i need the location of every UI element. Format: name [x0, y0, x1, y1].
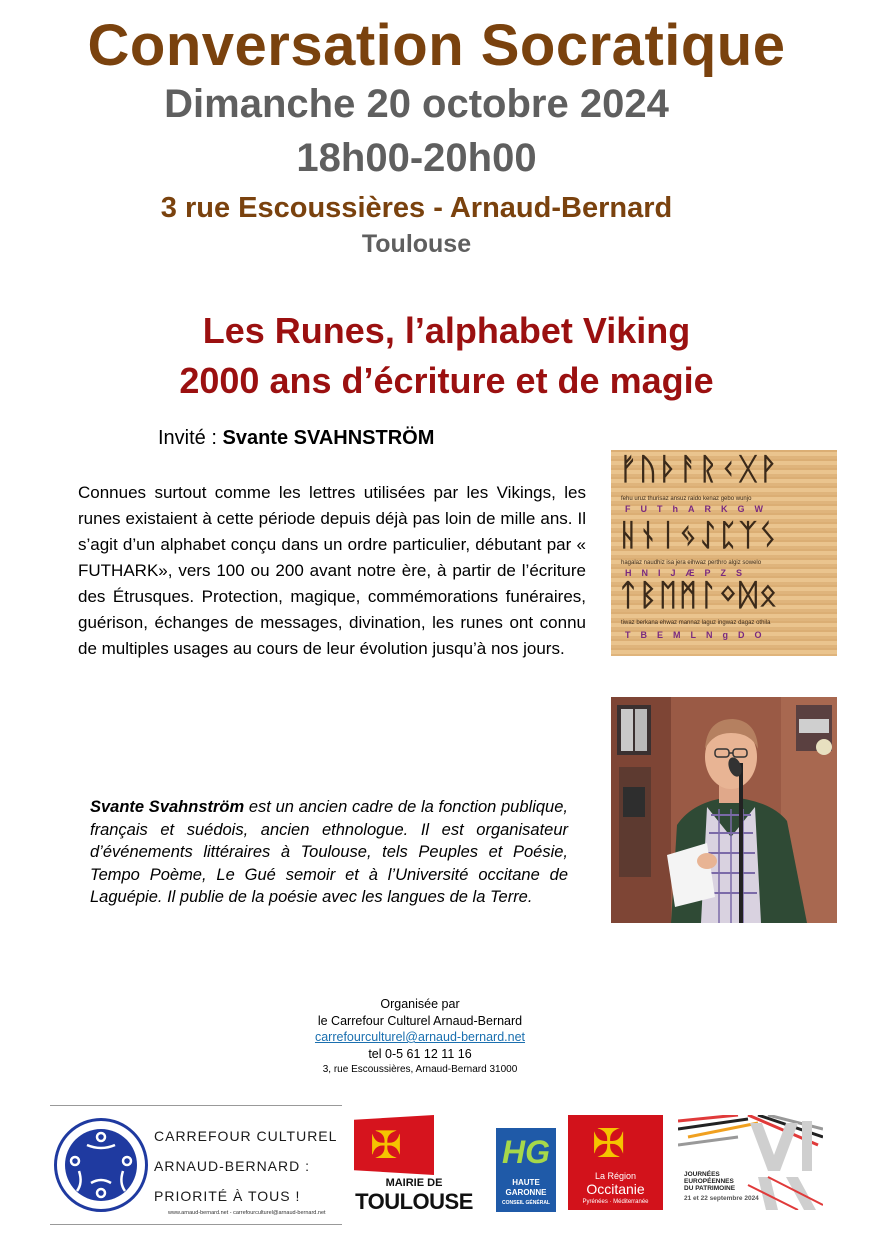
- rune-latin-1: FUThARKGW: [625, 504, 773, 514]
- event-city: Toulouse: [361, 230, 472, 258]
- organizer-block: [250, 996, 590, 1079]
- hg-line3: CONSEIL GÉNÉRAL: [502, 1200, 550, 1206]
- haute-garonne-logo: [496, 1128, 556, 1212]
- runes-image: [611, 450, 837, 656]
- rune-names-3: tiwaz berkana ehwaz mannaz laguz ingwaz dagaz othila: [621, 620, 771, 626]
- hg-line1: HAUTE: [512, 1178, 540, 1187]
- carrefour-culturel-logo: [50, 1105, 342, 1225]
- organizer-intro: Organisée par: [380, 997, 460, 1011]
- mairie-label: MAIRIE DE: [385, 1177, 443, 1189]
- occitanie-line3: Pyrénées · Méditerranée: [582, 1199, 649, 1205]
- guest-name: Svante SVAHNSTRÖM: [222, 427, 435, 449]
- guest-line: [158, 427, 434, 450]
- hg-letters: HG: [502, 1134, 550, 1170]
- organizer-name: le Carrefour Culturel Arnaud-Bernard: [317, 1013, 523, 1028]
- talk-title-line2: 2000 ans d’écriture et de magie: [179, 360, 714, 401]
- organizer-email-link[interactable]: carrefourculturel@arnaud-bernard.net: [314, 1030, 526, 1044]
- region-occitanie-logo: [568, 1115, 663, 1210]
- occitan-cross-icon: ✠: [592, 1122, 626, 1166]
- organizer-address: 3, rue Escoussières, Arnaud-Bernard 31000: [322, 1064, 518, 1075]
- rune-names-2: hagalaz naudhiz isa jera eihwaz perthro algiz sowelo: [621, 560, 762, 566]
- event-address: 3 rue Escoussières - Arnaud-Bernard: [160, 192, 673, 224]
- carrefour-line1: CARREFOUR CULTUREL: [154, 1128, 338, 1144]
- journees-line2: EUROPÉENNES: [684, 1178, 734, 1185]
- hg-line2: GARONNE: [505, 1188, 547, 1197]
- guest-prefix: Invité :: [158, 427, 223, 449]
- occitanie-line1: La Région: [594, 1171, 637, 1181]
- rune-latin-3: TBEMLNgDO: [625, 630, 772, 640]
- rune-row-3: ᛏᛒᛖᛗᛚᛜᛞᛟ: [619, 578, 779, 613]
- carrefour-line3: PRIORITÉ À TOUS !: [154, 1188, 301, 1204]
- occitan-cross-icon: ✠: [370, 1125, 402, 1167]
- journees-line3: DU PATRIMOINE: [684, 1185, 736, 1192]
- journees-line1: JOURNÉES: [684, 1171, 720, 1178]
- event-title: Conversation Socratique: [87, 13, 786, 78]
- event-date: Dimanche 20 octobre 2024: [164, 82, 669, 126]
- rune-names-1: fehu uruz thurisaz ansuz raido kenaz gebo wunjo: [621, 496, 752, 502]
- speaker-bio: [90, 796, 568, 909]
- bio-text: est un ancien cadre de la fonction publique, français et suédois, ancien ethnologue. Il est organisateur d’événements littéraires à Toulouse, tels Peuples et Poésie, Tempo Poème, Le Gué semoir et à l’Université occitane de Laguépie. Il publie de la poésie avec les langues de la Terre.: [90, 798, 568, 906]
- occitanie-line2: Occitanie: [586, 1181, 645, 1197]
- description-paragraph: Connues surtout comme les lettres utilisées par les Vikings, les runes existaient à cette période depuis déjà pas loin de mille ans. Il s’agit d’un alphabet conçu dans un ordre particulier, débutant par « FUTHARK», vers 100 ou 200 avant notre ère, à partir de l’écriture des Étrusques. Protection, magique, commémorations funéraires, guérison, échanges de messages, divination, les runes ont connu de multiples usages au cours de leur évolution jusqu’à nos jours.: [78, 483, 586, 658]
- talk-title-line1: Les Runes, l’alphabet Viking: [202, 310, 691, 351]
- rune-row-2: ᚺᚾᛁᛃᛇᛈᛉᛊ: [619, 518, 779, 553]
- event-time: 18h00-20h00: [296, 136, 537, 180]
- journees-patrimoine-logo: [678, 1115, 823, 1210]
- speaker-photo: [611, 697, 837, 923]
- rune-row-1: ᚠᚢᚦᚨᚱᚲᚷᚹ: [619, 452, 779, 487]
- organizer-phone: tel 0-5 61 12 11 16: [368, 1046, 472, 1061]
- speaker-photo-illustration: [611, 697, 837, 923]
- bio-name: Svante Svahnström: [90, 798, 245, 816]
- mairie-toulouse-logo: [350, 1115, 478, 1215]
- rune-latin-2: HNIJÆPZS: [625, 568, 753, 578]
- carrefour-web: www.arnaud-bernard.net - carrefourculturel@arnaud-bernard.net: [168, 1210, 326, 1216]
- mairie-city: TOULOUSE: [355, 1189, 473, 1214]
- carrefour-line2: ARNAUD-BERNARD :: [154, 1158, 311, 1174]
- carrefour-emblem-icon: [54, 1118, 148, 1212]
- journees-line4: 21 et 22 septembre 2024: [684, 1195, 759, 1202]
